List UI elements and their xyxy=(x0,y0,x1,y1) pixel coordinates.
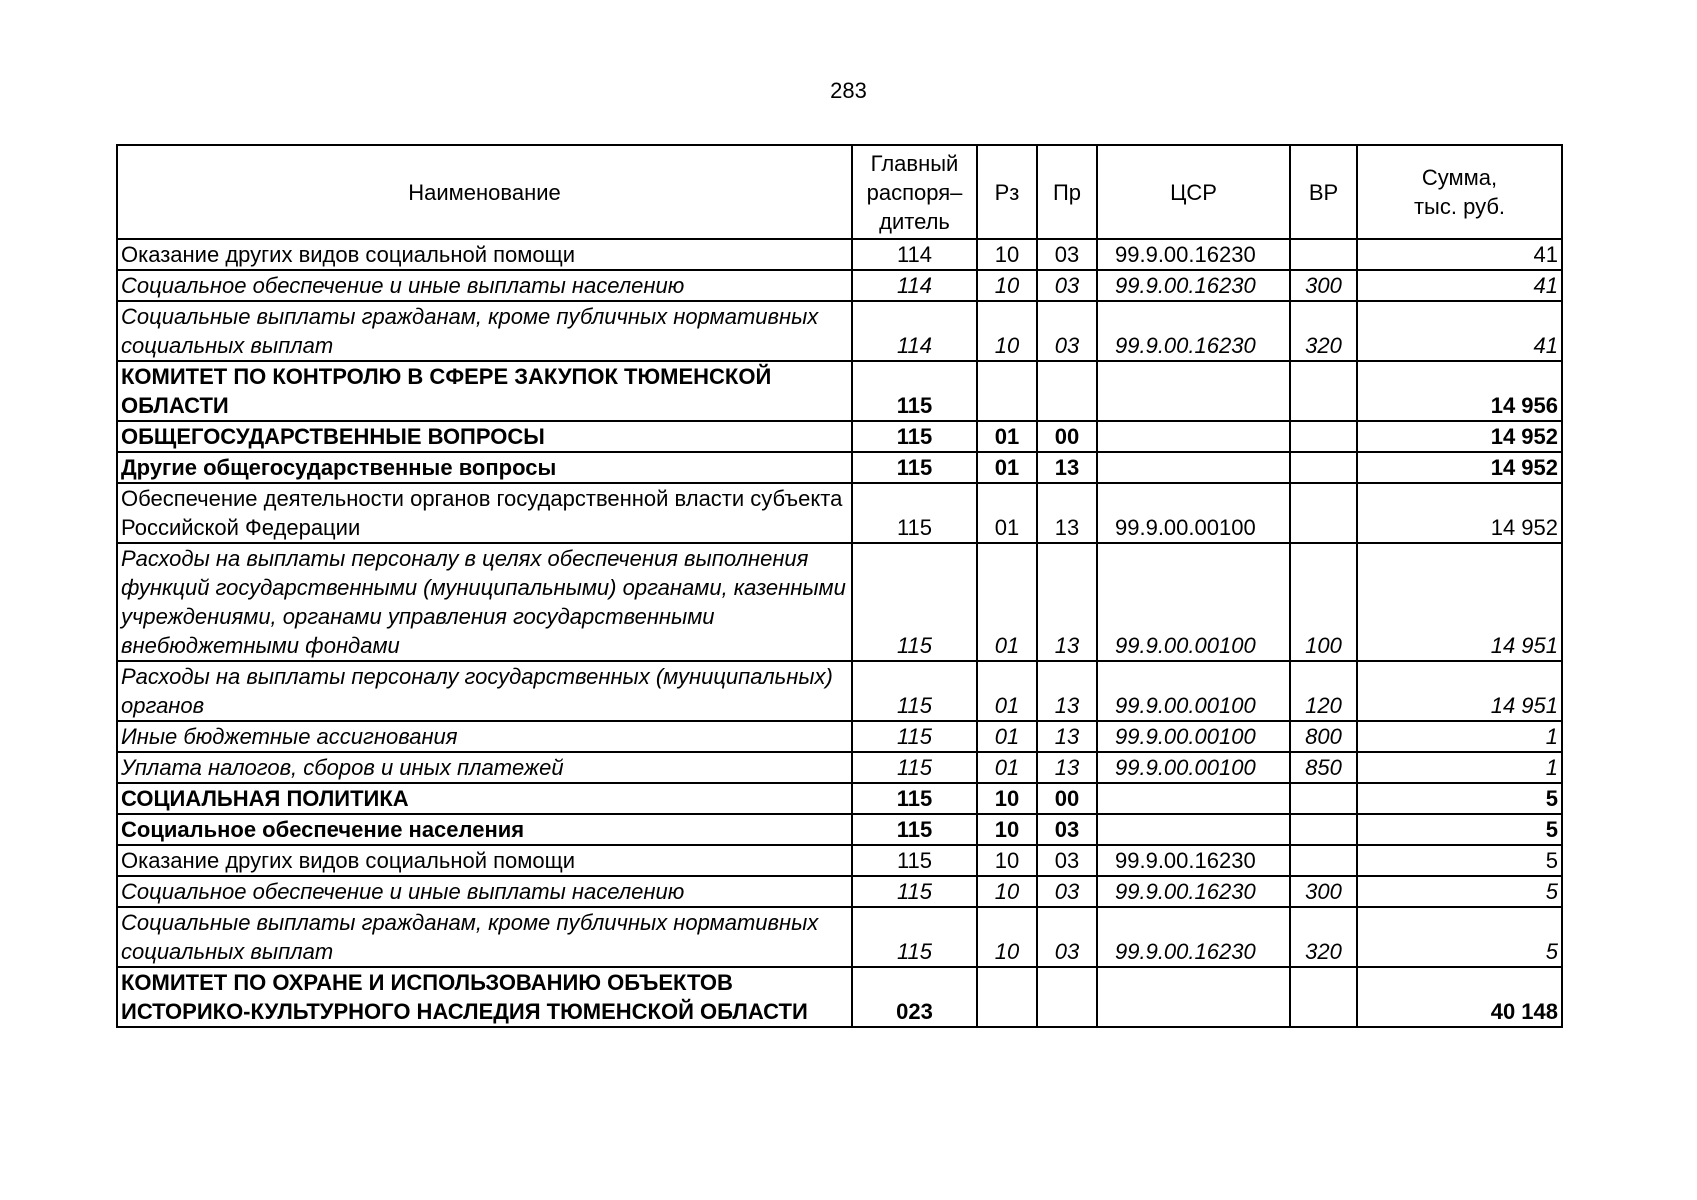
cell-pr: 03 xyxy=(1037,814,1097,845)
table-row xyxy=(117,270,1562,301)
header-vr: ВР xyxy=(1290,145,1357,239)
cell-pr xyxy=(1037,361,1097,421)
table-row xyxy=(117,721,1562,752)
cell-rz: 01 xyxy=(977,421,1037,452)
cell-sum: 1 xyxy=(1357,721,1562,752)
cell-main-manager: 115 xyxy=(852,661,977,721)
cell-rz xyxy=(977,361,1037,421)
cell-name: Расходы на выплаты персоналу государственных (муниципальных) органов xyxy=(117,661,852,721)
cell-pr: 03 xyxy=(1037,239,1097,270)
cell-sum: 5 xyxy=(1357,907,1562,967)
cell-pr: 03 xyxy=(1037,270,1097,301)
cell-vr xyxy=(1290,814,1357,845)
cell-main-manager: 115 xyxy=(852,452,977,483)
cell-main-manager: 115 xyxy=(852,814,977,845)
header-main-manager-line: Главный xyxy=(870,150,959,176)
cell-name: Социальное обеспечение и иные выплаты населению xyxy=(117,876,852,907)
table-row xyxy=(117,239,1562,270)
cell-vr: 320 xyxy=(1290,301,1357,361)
cell-name: Обеспечение деятельности органов государственной власти субъекта Российской Федерации xyxy=(117,483,852,543)
cell-vr: 850 xyxy=(1290,752,1357,783)
cell-sum: 41 xyxy=(1357,301,1562,361)
cell-pr: 03 xyxy=(1037,845,1097,876)
cell-csr: 99.9.00.16230 xyxy=(1097,301,1290,361)
cell-sum: 14 951 xyxy=(1357,543,1562,661)
cell-name: КОМИТЕТ ПО КОНТРОЛЮ В СФЕРЕ ЗАКУПОК ТЮМЕНСКОЙ ОБЛАСТИ xyxy=(117,361,852,421)
cell-main-manager: 115 xyxy=(852,907,977,967)
cell-vr xyxy=(1290,421,1357,452)
cell-rz: 01 xyxy=(977,721,1037,752)
cell-sum: 5 xyxy=(1357,845,1562,876)
cell-pr: 00 xyxy=(1037,421,1097,452)
cell-name: Оказание других видов социальной помощи xyxy=(117,845,852,876)
cell-csr xyxy=(1097,421,1290,452)
cell-csr: 99.9.00.16230 xyxy=(1097,876,1290,907)
cell-csr: 99.9.00.16230 xyxy=(1097,845,1290,876)
cell-vr: 300 xyxy=(1290,876,1357,907)
cell-name: Социальные выплаты гражданам, кроме публичных нормативных социальных выплат xyxy=(117,301,852,361)
cell-pr: 13 xyxy=(1037,452,1097,483)
cell-main-manager: 114 xyxy=(852,301,977,361)
table-row xyxy=(117,967,1562,1027)
cell-pr: 03 xyxy=(1037,876,1097,907)
cell-sum: 41 xyxy=(1357,239,1562,270)
cell-vr xyxy=(1290,483,1357,543)
header-csr: ЦСР xyxy=(1097,145,1290,239)
cell-sum: 41 xyxy=(1357,270,1562,301)
cell-name: Социальное обеспечение и иные выплаты населению xyxy=(117,270,852,301)
cell-main-manager: 115 xyxy=(852,361,977,421)
cell-sum: 5 xyxy=(1357,814,1562,845)
cell-vr xyxy=(1290,452,1357,483)
header-main-manager-line: распоря– xyxy=(866,179,963,205)
table-row xyxy=(117,543,1562,661)
cell-sum: 14 952 xyxy=(1357,483,1562,543)
table-row xyxy=(117,452,1562,483)
cell-main-manager: 115 xyxy=(852,845,977,876)
cell-vr xyxy=(1290,239,1357,270)
cell-rz: 01 xyxy=(977,483,1037,543)
cell-name: СОЦИАЛЬНАЯ ПОЛИТИКА xyxy=(117,783,852,814)
cell-vr: 800 xyxy=(1290,721,1357,752)
cell-vr: 100 xyxy=(1290,543,1357,661)
cell-csr: 99.9.00.00100 xyxy=(1097,543,1290,661)
cell-sum: 40 148 xyxy=(1357,967,1562,1027)
cell-main-manager: 115 xyxy=(852,421,977,452)
header-rz: Рз xyxy=(977,145,1037,239)
cell-rz: 10 xyxy=(977,270,1037,301)
cell-csr: 99.9.00.16230 xyxy=(1097,270,1290,301)
cell-rz: 10 xyxy=(977,876,1037,907)
cell-rz: 01 xyxy=(977,543,1037,661)
cell-rz xyxy=(977,967,1037,1027)
cell-pr: 00 xyxy=(1037,783,1097,814)
cell-name: ОБЩЕГОСУДАРСТВЕННЫЕ ВОПРОСЫ xyxy=(117,421,852,452)
cell-vr: 120 xyxy=(1290,661,1357,721)
cell-vr xyxy=(1290,845,1357,876)
cell-sum: 14 952 xyxy=(1357,421,1562,452)
cell-sum: 5 xyxy=(1357,876,1562,907)
table-row xyxy=(117,752,1562,783)
table-row xyxy=(117,783,1562,814)
cell-pr: 13 xyxy=(1037,483,1097,543)
cell-name: Оказание других видов социальной помощи xyxy=(117,239,852,270)
cell-rz: 10 xyxy=(977,814,1037,845)
cell-name: Уплата налогов, сборов и иных платежей xyxy=(117,752,852,783)
cell-vr xyxy=(1290,361,1357,421)
cell-pr: 13 xyxy=(1037,721,1097,752)
cell-csr xyxy=(1097,814,1290,845)
cell-csr: 99.9.00.16230 xyxy=(1097,907,1290,967)
table-row xyxy=(117,876,1562,907)
cell-rz: 01 xyxy=(977,752,1037,783)
cell-main-manager: 114 xyxy=(852,270,977,301)
cell-name: Расходы на выплаты персоналу в целях обеспечения выполнения функций государственными (муниципальными) органами, казенными учреждениями, органами управления государственными внебюджетными фондами xyxy=(117,543,852,661)
table-row xyxy=(117,483,1562,543)
cell-vr xyxy=(1290,967,1357,1027)
cell-rz: 10 xyxy=(977,783,1037,814)
cell-pr: 13 xyxy=(1037,543,1097,661)
cell-sum: 5 xyxy=(1357,783,1562,814)
cell-name: Социальное обеспечение населения xyxy=(117,814,852,845)
header-main-manager-line: дитель xyxy=(879,208,950,234)
cell-csr xyxy=(1097,783,1290,814)
cell-csr xyxy=(1097,361,1290,421)
cell-vr: 300 xyxy=(1290,270,1357,301)
cell-pr: 13 xyxy=(1037,661,1097,721)
table-body xyxy=(117,239,1562,1027)
cell-pr xyxy=(1037,967,1097,1027)
cell-main-manager: 115 xyxy=(852,783,977,814)
cell-name: КОМИТЕТ ПО ОХРАНЕ И ИСПОЛЬЗОВАНИЮ ОБЪЕКТОВ ИСТОРИКО-КУЛЬТУРНОГО НАСЛЕДИЯ ТЮМЕНСКОЙ ОБЛАСТИ xyxy=(117,967,852,1027)
cell-main-manager: 115 xyxy=(852,721,977,752)
cell-vr xyxy=(1290,783,1357,814)
cell-pr: 03 xyxy=(1037,301,1097,361)
header-pr: Пр xyxy=(1037,145,1097,239)
cell-main-manager: 115 xyxy=(852,876,977,907)
table-row xyxy=(117,661,1562,721)
cell-name: Иные бюджетные ассигнования xyxy=(117,721,852,752)
cell-pr: 13 xyxy=(1037,752,1097,783)
cell-rz: 01 xyxy=(977,452,1037,483)
cell-name: Другие общегосударственные вопросы xyxy=(117,452,852,483)
cell-rz: 10 xyxy=(977,907,1037,967)
table-row xyxy=(117,361,1562,421)
cell-sum: 1 xyxy=(1357,752,1562,783)
cell-sum: 14 951 xyxy=(1357,661,1562,721)
cell-rz: 01 xyxy=(977,661,1037,721)
table-row xyxy=(117,301,1562,361)
cell-csr: 99.9.00.00100 xyxy=(1097,483,1290,543)
header-sum-line: Сумма, xyxy=(1421,165,1498,190)
cell-name: Социальные выплаты гражданам, кроме публичных нормативных социальных выплат xyxy=(117,907,852,967)
cell-main-manager: 115 xyxy=(852,483,977,543)
cell-csr: 99.9.00.16230 xyxy=(1097,239,1290,270)
cell-main-manager: 115 xyxy=(852,752,977,783)
cell-csr: 99.9.00.00100 xyxy=(1097,721,1290,752)
cell-csr: 99.9.00.00100 xyxy=(1097,752,1290,783)
page-number: 283 xyxy=(830,78,867,103)
table-row xyxy=(117,845,1562,876)
table-header xyxy=(117,145,1562,239)
header-name: Наименование xyxy=(117,145,852,239)
cell-sum: 14 952 xyxy=(1357,452,1562,483)
cell-pr: 03 xyxy=(1037,907,1097,967)
cell-main-manager: 114 xyxy=(852,239,977,270)
header-sum-line: тыс. руб. xyxy=(1413,194,1506,219)
cell-rz: 10 xyxy=(977,845,1037,876)
cell-vr: 320 xyxy=(1290,907,1357,967)
cell-csr xyxy=(1097,967,1290,1027)
budget-table xyxy=(116,144,1563,1028)
cell-main-manager: 023 xyxy=(852,967,977,1027)
table-row xyxy=(117,814,1562,845)
header-sum xyxy=(1357,145,1562,239)
table-row xyxy=(117,421,1562,452)
table-row xyxy=(117,907,1562,967)
cell-sum: 14 956 xyxy=(1357,361,1562,421)
cell-rz: 10 xyxy=(977,239,1037,270)
cell-csr: 99.9.00.00100 xyxy=(1097,661,1290,721)
header-main-manager xyxy=(852,145,977,239)
cell-main-manager: 115 xyxy=(852,543,977,661)
cell-rz: 10 xyxy=(977,301,1037,361)
cell-csr xyxy=(1097,452,1290,483)
